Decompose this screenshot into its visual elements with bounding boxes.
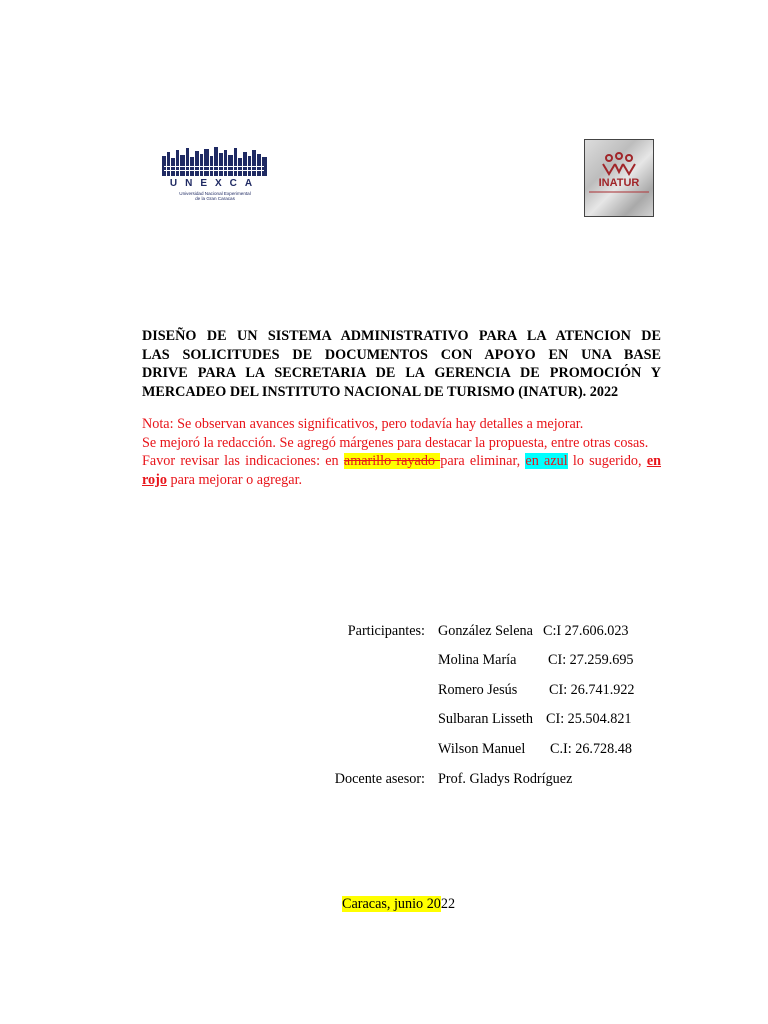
unexca-subtitle-line: de la Gran Caracas	[195, 196, 235, 202]
title-line: LAS SOLICITUDES DE DOCUMENTOS CON APOYO EN UNA BASE	[142, 346, 661, 363]
title-line: DISEÑO DE UN SISTEMA ADMINISTRATIVO PARA LA ATENCION DE	[142, 328, 661, 344]
unexca-logo	[162, 146, 270, 206]
red-bold-text: en rojo	[142, 453, 661, 488]
inatur-figures-icon	[585, 150, 653, 180]
participants-label: Participantes:	[347, 623, 425, 639]
reviewer-notes	[142, 415, 661, 489]
title-line: MERCADEO DEL INSTITUTO NACIONAL DE TURISMO (INATUR). 2022	[142, 383, 619, 400]
participant-name: Molina María	[438, 652, 517, 668]
place-date	[342, 896, 455, 913]
advisor-label: Docente asesor:	[334, 771, 425, 787]
blue-highlight-text: en azul	[525, 453, 568, 469]
note-instructions	[142, 452, 661, 489]
note-line: Nota: Se observan avances significativos, pero todavía hay detalles a mejorar.	[142, 416, 584, 432]
participant-name: Sulbaran Lisseth	[438, 711, 533, 727]
participant-ci: CI: 27.259.695	[548, 652, 634, 668]
note-text: Favor revisar las indicaciones: en	[142, 453, 344, 469]
place-date-rest: 22	[440, 896, 456, 912]
participant-ci: CI: 26.741.922	[549, 682, 635, 698]
participant-ci: C:I 27.606.023	[543, 623, 629, 639]
note-line: Se mejoró la redacción. Se agregó márgenes para destacar la propuesta, entre otras cosas.	[142, 434, 649, 451]
participant-name: Romero Jesús	[438, 682, 518, 698]
participant-ci: CI: 25.504.821	[546, 711, 632, 727]
participant-name: Wilson Manuel	[438, 741, 526, 757]
inatur-logo	[584, 139, 654, 217]
place-date-highlight: Caracas, junio 20	[342, 896, 441, 912]
participant-ci: C.I: 26.728.48	[550, 741, 632, 757]
note-text: para eliminar,	[440, 453, 526, 469]
unexca-wordmark: UNEXCA	[169, 178, 261, 189]
inatur-wordmark: INATUR	[598, 177, 640, 189]
advisor-name: Prof. Gladys Rodríguez	[438, 771, 573, 787]
unexca-subtitle-line: Universidad Nacional Experimental	[179, 191, 251, 196]
participant-name: González Selena	[438, 623, 533, 639]
note-text: lo sugerido,	[567, 453, 647, 469]
strike-highlight-text: amarillo rayado	[343, 453, 441, 469]
unexca-subtitle	[162, 191, 268, 201]
note-text: para mejorar o agregar.	[166, 471, 303, 488]
title-line: DRIVE PARA LA SECRETARIA DE LA GERENCIA DE PROMOCIÓN Y	[142, 365, 661, 382]
document-title	[142, 327, 661, 401]
inatur-subtitle-line	[589, 191, 649, 193]
unexca-skyline-icon	[162, 146, 268, 176]
